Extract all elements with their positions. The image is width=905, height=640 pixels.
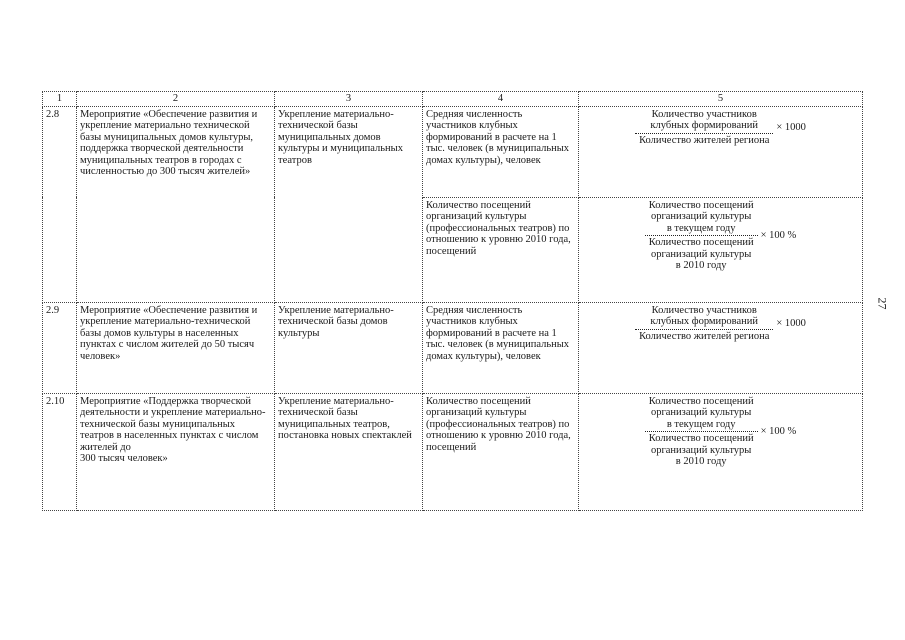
- formula-multiplier: × 100 %: [760, 229, 797, 241]
- formula: [645, 200, 797, 272]
- formula-multiplier: × 1000: [776, 121, 806, 133]
- row-number: 2.9: [43, 302, 77, 393]
- formula-numerator: Количество посещений организаций культуры в текущем году: [648, 199, 754, 234]
- program-table: [42, 91, 863, 511]
- formula-denominator: Количество посещений организаций культуры в 2010 году: [645, 431, 758, 468]
- formula-numerator: Количество посещений организаций культуры в текущем году: [648, 395, 754, 430]
- formula-denominator: Количество посещений организаций культуры в 2010 году: [645, 235, 758, 272]
- indicator-cell: Количество посещений организаций культуры (профессиональных театров) по отношению к уровню 2010 года, посещений: [423, 197, 579, 302]
- indicator-cell: Количество посещений организаций культуры (профессиональных театров) по отношению к уровню 2010 года, посещений: [423, 393, 579, 510]
- formula-cell: [579, 106, 863, 197]
- formula-multiplier: × 1000: [776, 317, 806, 329]
- table-row: [43, 106, 863, 197]
- direction-cell: Укрепление материально-технической базы домов культуры: [275, 302, 423, 393]
- page-number: 27: [875, 297, 890, 310]
- column-number: 4: [423, 92, 579, 107]
- indicator-cell: Средняя численность участников клубных формирований в расчете на 1 тыс. человек (в муниципальных домах культуры), человек: [423, 106, 579, 197]
- formula: [645, 396, 797, 468]
- formula-multiplier: × 100 %: [760, 425, 797, 437]
- fraction: [645, 200, 758, 272]
- event-cell: Мероприятие «Поддержка творческой деятельности и укрепление материально-технической базы муниципальных театров в населенных пунктах с числом жителей до 300 тысяч человек»: [77, 393, 275, 510]
- direction-cell: Укрепление материально-технической базы муниципальных домов культуры и муниципальных театров: [275, 106, 423, 302]
- formula-numerator: Количество участников клубных формирований: [650, 108, 759, 131]
- formula: [635, 109, 806, 147]
- formula: [635, 305, 806, 343]
- formula-cell: [579, 393, 863, 510]
- column-number: 5: [579, 92, 863, 107]
- row-number: 2.10: [43, 393, 77, 510]
- formula-denominator: Количество жителей региона: [635, 133, 773, 147]
- formula-cell: [579, 197, 863, 302]
- formula-denominator: Количество жителей региона: [635, 329, 773, 343]
- fraction: [645, 396, 758, 468]
- event-cell: Мероприятие «Обеспечение развития и укрепление материально технической базы муниципальных домов культуры, поддержка творческой деятельности муниципальных театров в городах с численностью до 300 тысяч жителей»: [77, 106, 275, 302]
- row-number: 2.8: [43, 106, 77, 302]
- column-number-row: [43, 92, 863, 107]
- column-number: 2: [77, 92, 275, 107]
- column-number: 3: [275, 92, 423, 107]
- direction-cell: Укрепление материально-технической базы муниципальных театров, постановка новых спектаклей: [275, 393, 423, 510]
- column-number: 1: [43, 92, 77, 107]
- formula-numerator: Количество участников клубных формирований: [650, 304, 759, 327]
- table-row: [43, 302, 863, 393]
- fraction: [635, 109, 773, 147]
- fraction: [635, 305, 773, 343]
- table-row: [43, 393, 863, 510]
- formula-cell: [579, 302, 863, 393]
- event-cell: Мероприятие «Обеспечение развития и укрепление материально-технической базы домов культуры в населенных пунктах с числом жителей до 50 тысяч человек»: [77, 302, 275, 393]
- indicator-cell: Средняя численность участников клубных формирований в расчете на 1 тыс. человек (в муниципальных домах культуры), человек: [423, 302, 579, 393]
